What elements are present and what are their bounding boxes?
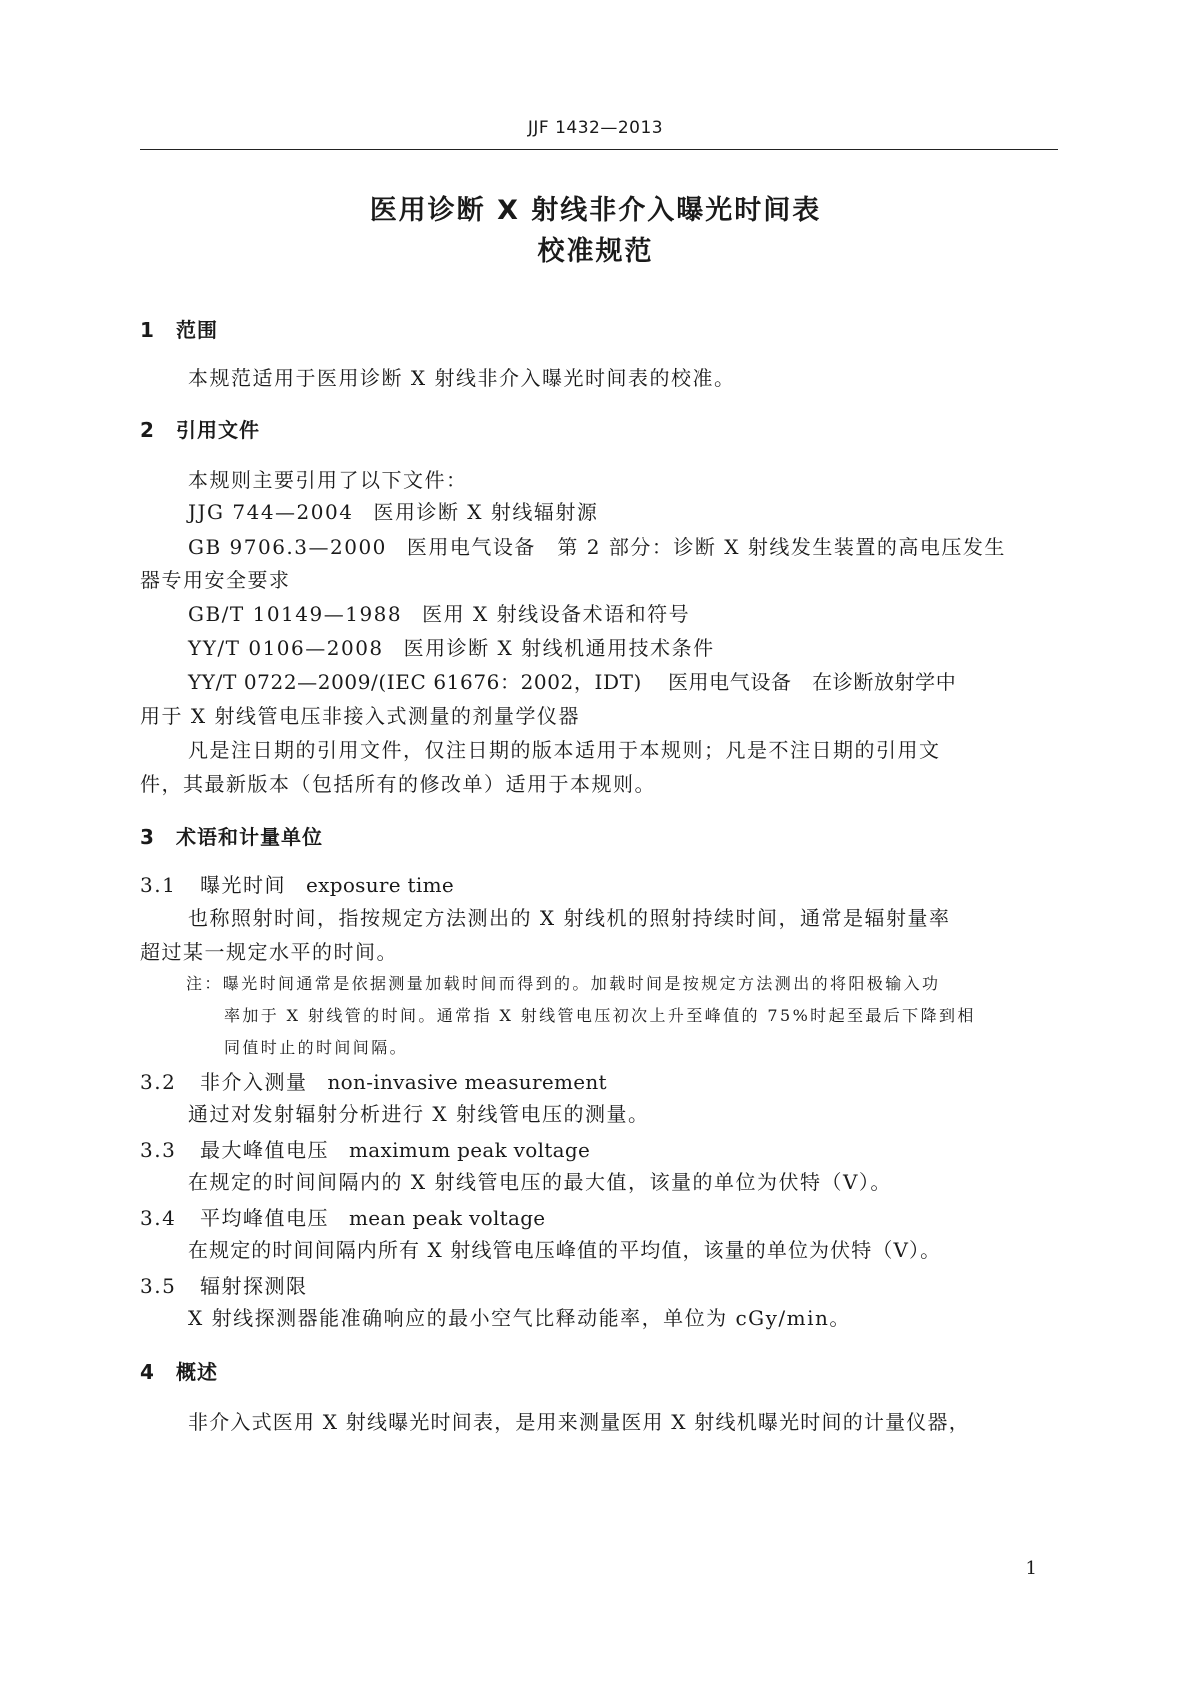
note-line: 注：曝光时间通常是依据测量加载时间而得到的。加载时间是按规定方法测出的将阳极输入功 [186,974,941,993]
reference-code: GB 9706.3—2000 [188,535,387,559]
term-definition: 在规定的时间间隔内所有 X 射线管电压峰值的平均值，该量的单位为伏特（V）。 [188,1238,942,1262]
reference-title: 医用电气设备 在诊断放射学中 [667,670,957,694]
reference-code: YY/T 0106—2008 [188,636,384,660]
term-definition: 在规定的时间间隔内的 X 射线管电压的最大值，该量的单位为伏特（V）。 [188,1170,892,1194]
term-3-5 [140,1270,308,1299]
reference-item [188,630,1058,666]
term-number: 3.4 [140,1206,177,1230]
reference-title: 医用诊断 X 射线辐射源 [373,500,599,524]
term-chinese: 最大峰值电压 [200,1138,329,1162]
section-number: 1 [140,318,155,342]
references-closing-line-2: 件，其最新版本（包括所有的修改单）适用于本规则。 [140,772,656,796]
term-number: 3.3 [140,1138,177,1162]
page-number: 1 [1025,1558,1037,1579]
note-line: 率加于 X 射线管的时间。通常指 X 射线管电压初次上升至峰值的 75%时起至最后下降到相 [224,1006,976,1025]
term-definition-continued: 超过某一规定水平的时间。 [140,940,398,964]
term-3-2 [140,1066,607,1095]
term-english: mean peak voltage [349,1206,546,1230]
section-1-body: 本规范适用于医用诊断 X 射线非介入曝光时间表的校准。 [188,366,736,390]
term-definition: 通过对发射辐射分析进行 X 射线管电压的测量。 [188,1102,650,1126]
section-4-body: 非介入式医用 X 射线曝光时间表，是用来测量医用 X 射线机曝光时间的计量仪器， [188,1410,970,1434]
header-divider [140,149,1058,150]
section-title: 范围 [176,318,218,342]
reference-item [188,529,1058,565]
reference-item [188,596,1058,632]
term-chinese: 平均峰值电压 [200,1206,329,1230]
section-number: 4 [140,1360,155,1384]
references-closing-line-1: 凡是注日期的引用文件，仅注日期的版本适用于本规则；凡是不注日期的引用文 [188,738,941,762]
section-4-heading [140,1356,218,1385]
title-line-2: 校准规范 [537,236,654,267]
term-english: non-invasive measurement [327,1070,607,1094]
section-number: 2 [140,418,155,442]
section-1-heading [140,314,218,343]
reference-code: JJG 744—2004 [188,500,354,524]
term-3-1 [140,869,454,898]
section-title: 术语和计量单位 [176,825,323,849]
term-number: 3.5 [140,1274,177,1298]
reference-title: 医用电气设备 第 2 部分：诊断 X 射线发生装置的高电压发生 [406,535,1006,559]
term-note [186,968,1058,1064]
reference-item [188,664,1058,700]
title-line-1: 医用诊断 X 射线非介入曝光时间表 [369,195,822,226]
term-chinese: 非介入测量 [200,1070,308,1094]
term-chinese: 辐射探测限 [200,1274,308,1298]
term-3-3 [140,1134,590,1163]
reference-code: GB/T 10149—1988 [188,602,403,626]
reference-title: 医用诊断 X 射线机通用技术条件 [403,636,715,660]
section-3-heading [140,821,323,850]
term-definition: X 射线探测器能准确响应的最小空气比释动能率，单位为 cGy/min。 [188,1306,851,1330]
term-number: 3.2 [140,1070,177,1094]
section-2-heading [140,414,260,443]
references-intro: 本规则主要引用了以下文件： [188,468,468,492]
term-3-4 [140,1202,545,1231]
reference-item [188,494,1058,530]
term-chinese: 曝光时间 [200,873,286,897]
term-english: maximum peak voltage [349,1138,591,1162]
reference-title-continued: 器专用安全要求 [140,568,291,592]
note-line: 同值时止的时间间隔。 [224,1038,409,1057]
section-number: 3 [140,825,155,849]
term-number: 3.1 [140,873,177,897]
section-title: 概述 [176,1360,218,1384]
standard-code-header: JJF 1432—2013 [527,118,664,138]
reference-code: YY/T 0722—2009/(IEC 61676：2002，IDT) [188,670,642,694]
reference-title: 医用 X 射线设备术语和符号 [422,602,691,626]
reference-title-continued: 用于 X 射线管电压非接入式测量的剂量学仪器 [140,704,580,728]
term-definition: 也称照射时间，指按规定方法测出的 X 射线机的照射持续时间，通常是辐射量率 [188,906,951,930]
section-title: 引用文件 [176,418,260,442]
term-english: exposure time [306,873,454,897]
